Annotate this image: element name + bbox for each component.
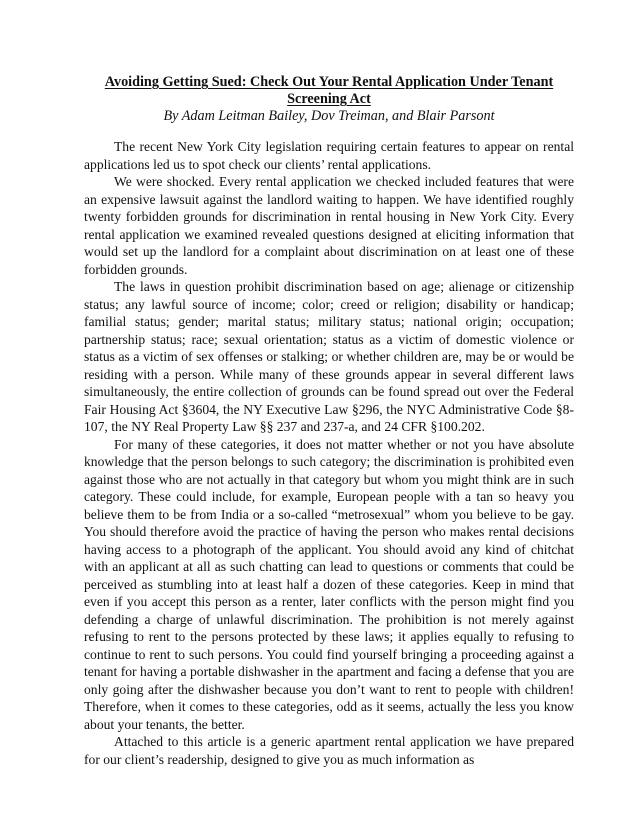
body-paragraph: The laws in question prohibit discrimination based on age; alienage or citizenship status; any lawful source of income; color; creed or religion; disability or handicap; familial status; gender; marital status; military status; national origin; occupation; partnership status; race; sexual orientation; status as a victim of domestic violence or status as a victim of sex offenses or stalking; or whether children are, may be or would be residing with a person. While many of these grounds appear in several different laws simultaneously, the entire collection of grounds can be found spread out over the Federal Fair Housing Act §3604, the NY Executive Law §296, the NYC Administrative Code §8-107, the NY Real Property Law §§ 237 and 237-a, and 24 CFR §100.202. [84,279,574,434]
body-paragraph: For many of these categories, it does not matter whether or not you have absolute knowledge that the person belongs to such category; the discrimination is prohibited even against those who are not actually in that category but whom you might think are in such category. These could include, for example, European people with a tan so heavy you believe them to be from India or a so-called “metrosexual” whom you believe to be gay. You should therefore avoid the practice of having the person who makes rental decisions having access to a photograph of the applicant. You should avoid any kind of chitchat with an applicant at all as such chatting can lead to questions or comments that could be perceived as stumbling into at least half a dozen of these categories. Keep in mind that even if you accept this person as a renter, later conflicts with the person might find you defending a charge of unlawful discrimination. The prohibition is not merely against refusing to rent to the persons protected by these laws; it applies equally to refusing to continue to rent to such persons. You could find yourself bringing a proceeding against a tenant for having a portable dishwasher in the apartment and facing a defense that you are only going after the dishwasher because you don’t want to rent to people with children! Therefore, when it comes to these categories, odd as it seems, actually the less you know about your tenants, the better. [84,436,574,732]
body-paragraph: Attached to this article is a generic apartment rental application we have prepared for our client’s readership, designed to give you as much information as [84,734,574,767]
body-paragraph: The recent New York City legislation requiring certain features to appear on rental applications led us to spot check our clients’ rental applications. [84,139,574,172]
article-title: Avoiding Getting Sued: Check Out Your Rental Application Under Tenant Screening Act [104,74,554,107]
body-paragraph: We were shocked. Every rental application we checked included features that were an expensive lawsuit against the landlord waiting to happen. We have identified roughly twenty forbidden grounds for discrimination in rental housing in New York City. Every rental application we examined revealed questions designed at eliciting information that would set up the landlord for a complaint about discrimination on at least one of these forbidden grounds. [84,174,574,277]
article-body [84,138,574,768]
article-authors: By Adam Leitman Bailey, Dov Treiman, and Blair Parsont [163,108,495,124]
